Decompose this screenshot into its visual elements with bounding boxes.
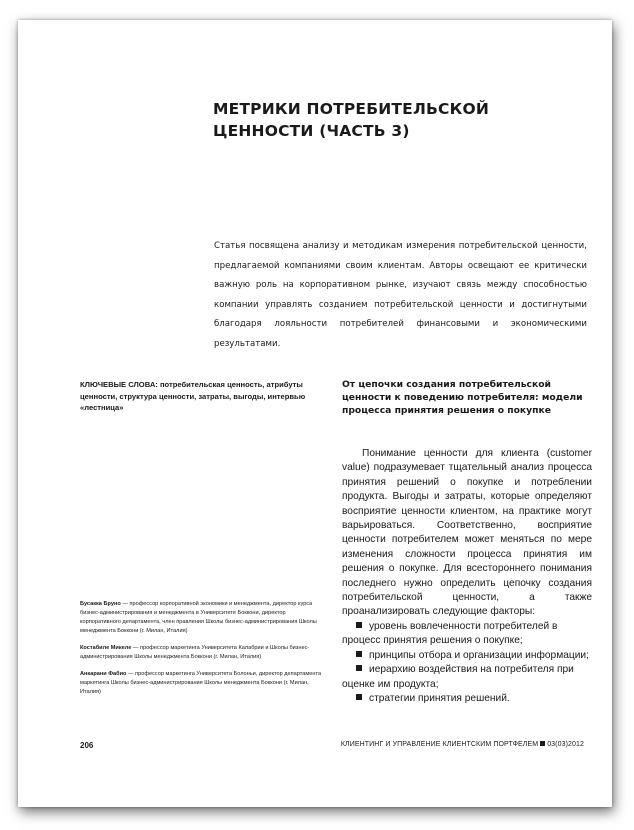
article-title: МЕТРИКИ ПОТРЕБИТЕЛЬСКОЙ ЦЕННОСТИ (ЧАСТЬ 3) (213, 100, 490, 140)
author-bio: — профессор маркетинга Университета Болоньи, директор департамента маркетинга Школы бизнес-администрирования Школы менеджмента Боккони (г. Милан, Италия) (80, 671, 322, 695)
author-bio: — профессор корпоративной экономики и менеджмента, директор курса бизнес-администрирования и менеджмента в Университете Боккони, директор корпоративного департамента, член правления Школы бизнес-администрирования Школы менеджмента Боккони (г. Милан, Италия) (80, 601, 317, 634)
page-number: 206 (80, 741, 94, 750)
section-body (342, 447, 592, 706)
bullet-square-icon (356, 622, 362, 628)
keywords-text: потребительская ценность, атрибуты ценности, структура ценности, затраты, выгоды, интервью «лестница» (80, 380, 306, 412)
bullet-square-icon (356, 665, 362, 671)
list-item-text: иерархию воздействия на потребителя при оценке им продукта; (342, 664, 574, 690)
article-abstract: Статья посвящена анализу и методикам измерения потребительской ценности, предлагаемой компаниями своим клиентам. Авторы освещают ее критически важную роль на корпоративном рынке, изучают связь между способностью компании управлять созданием потребительской ценности и достигнутыми благодаря лояльности потребителей финансовыми и экономическими результатами. (214, 241, 587, 349)
section-heading: От цепочки создания потребительской ценности к поведению потребителя: модели процесса принятия решения о покупке (342, 379, 583, 416)
author-note (80, 670, 326, 697)
document-page (18, 20, 612, 807)
author-note (80, 644, 326, 662)
issue-number: 03(03)2012 (547, 741, 584, 748)
author-name: Костабиле Микеле (80, 645, 132, 651)
list-item (342, 620, 592, 649)
author-name: Бусакка Бруно (80, 601, 121, 607)
journal-name: КЛИЕНТИНГ И УПРАВЛЕНИЕ КЛИЕНТСКИМ ПОРТФЕЛЕМ (340, 741, 539, 748)
body-paragraph: Понимание ценности для клиента (customer value) подразумевает тщательный анализ процесса принятия решений о покупке и потреблении продукта. Выгоды и затраты, которые определяют восприятие ценности клиентом, на практике могут варьироваться. Соответственно, восприятие ценности потребителем может меняться по мере изменения сложности процесса принятия им решения о покупке. Для всестороннего понимания последнего нужно определить цепочку создания потребительской ценности, а также проанализировать следующие факторы: (342, 448, 592, 618)
list-item-text: стратегии принятия решений. (369, 692, 510, 704)
keywords-label: КЛЮЧЕВЫЕ СЛОВА: (80, 380, 158, 389)
separator-square-icon (540, 741, 545, 746)
author-notes (80, 600, 326, 705)
list-item (342, 663, 592, 692)
author-name: Анкарани Фабио (80, 671, 127, 677)
list-item (342, 692, 592, 706)
keywords-block (80, 379, 320, 414)
bullet-square-icon (356, 651, 362, 657)
list-item (342, 649, 592, 663)
author-note (80, 600, 326, 636)
list-item-text: принципы отбора и организации информации; (369, 649, 589, 661)
running-footer (341, 741, 584, 748)
list-item-text: уровень вовлеченности потребителей в процесс принятия решения о покупке; (342, 620, 558, 647)
author-bio: — профессор маркетинга Университета Калабрии и Школы бизнес-администрирования Школы менеджмента Боккони (г. Милан, Италия) (80, 645, 310, 660)
bullet-square-icon (356, 694, 362, 700)
